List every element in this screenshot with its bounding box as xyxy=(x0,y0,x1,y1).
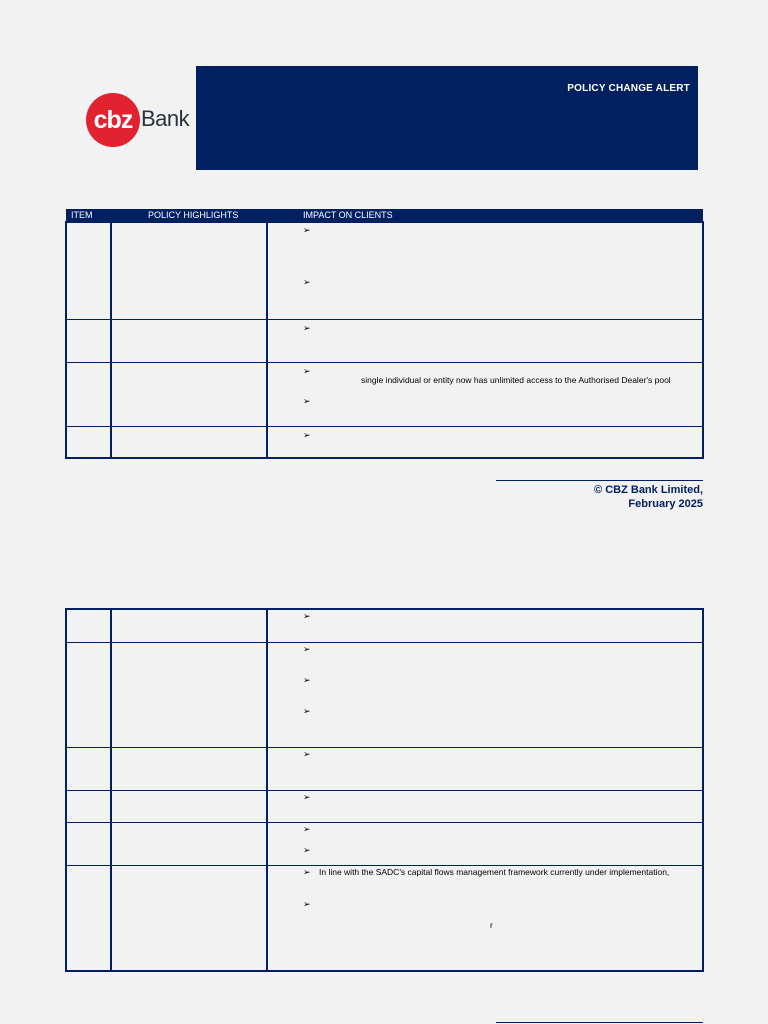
header-item: ITEM xyxy=(71,210,93,220)
policy-table-page1 xyxy=(65,221,704,459)
cbz-bank-logo xyxy=(86,93,196,149)
bullet-arrow-icon: ➢ xyxy=(303,366,311,376)
impact-text-fragment: r xyxy=(490,920,493,930)
bullet-arrow-icon: ➢ xyxy=(303,323,311,333)
table-row xyxy=(67,747,702,791)
banner-title: POLICY CHANGE ALERT xyxy=(567,83,690,94)
bullet-arrow-icon: ➢ xyxy=(303,792,311,802)
table-row xyxy=(67,426,702,460)
bullet-arrow-icon: ➢ xyxy=(303,749,311,759)
bullet-arrow-icon: ➢ xyxy=(303,611,311,621)
impact-text: single individual or entity now has unlimited access to the Authorised Dealer's pool xyxy=(361,375,671,385)
bullet-arrow-icon: ➢ xyxy=(303,867,311,877)
bullet-arrow-icon: ➢ xyxy=(303,824,311,834)
table-row xyxy=(67,865,702,973)
bullet-arrow-icon: ➢ xyxy=(303,644,311,654)
copyright-signature xyxy=(496,483,703,511)
table-row xyxy=(67,790,702,823)
logo-cbz-text: cbz xyxy=(93,106,133,134)
bullet-arrow-icon: ➢ xyxy=(303,396,311,406)
copyright-line: © CBZ Bank Limited, xyxy=(594,484,703,496)
signature-line xyxy=(496,480,703,481)
header-policy-highlights: POLICY HIGHLIGHTS xyxy=(148,210,239,220)
bullet-arrow-icon: ➢ xyxy=(303,430,311,440)
logo-bank-text: Bank xyxy=(141,106,190,131)
bullet-arrow-icon: ➢ xyxy=(303,845,311,855)
header-impact-on-clients: IMPACT ON CLIENTS xyxy=(303,210,393,220)
table-row xyxy=(67,610,702,642)
bullet-arrow-icon: ➢ xyxy=(303,706,311,716)
bullet-arrow-icon: ➢ xyxy=(303,675,311,685)
bullet-arrow-icon: ➢ xyxy=(303,277,311,287)
bullet-arrow-icon: ➢ xyxy=(303,899,311,909)
impact-text: In line with the SADC's capital flows management framework currently under implementation, xyxy=(319,867,670,877)
table-row xyxy=(67,319,702,363)
table-row xyxy=(67,362,702,427)
table-row xyxy=(67,822,702,866)
date-line: February 2025 xyxy=(628,498,703,510)
table-row xyxy=(67,642,702,748)
table-row xyxy=(67,223,702,319)
policy-table-page2 xyxy=(65,608,704,972)
bullet-arrow-icon: ➢ xyxy=(303,225,311,235)
header-banner xyxy=(196,66,698,170)
signature-line xyxy=(496,1022,703,1023)
